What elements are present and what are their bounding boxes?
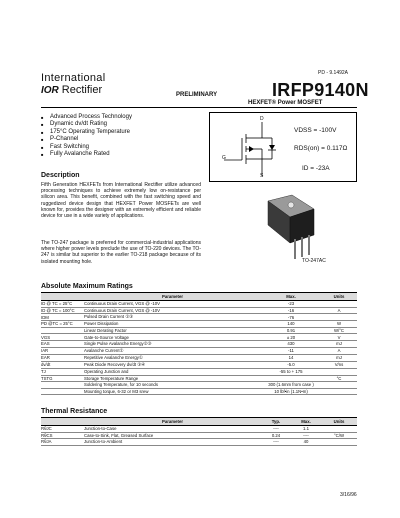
table-row xyxy=(41,321,357,328)
table-cell xyxy=(261,375,321,382)
table-cell: TSTG xyxy=(41,375,84,382)
table-cell: RθCS xyxy=(41,432,84,439)
table-cell: VGS xyxy=(41,334,84,341)
logo-rectifier-text: Rectifier xyxy=(61,84,103,96)
column-header: Parameter xyxy=(84,418,261,426)
ior-logo-mark: IOR xyxy=(41,84,59,96)
thermal-table xyxy=(41,417,357,446)
table-cell: ---- xyxy=(261,439,291,446)
table-cell: ± 20 xyxy=(261,334,321,341)
pin-d-label: D xyxy=(260,116,264,122)
table-cell: Operating Junction and xyxy=(84,368,261,375)
table-cell: 0.91 xyxy=(261,327,321,334)
table-row xyxy=(41,307,357,314)
table-cell xyxy=(321,314,357,321)
table-cell: IDM xyxy=(41,314,84,321)
header-divider xyxy=(41,107,357,108)
pin-s-label: S xyxy=(260,173,264,179)
table-cell: Power Dissipation xyxy=(84,321,261,328)
table-cell: Linear Derating Factor xyxy=(84,327,261,334)
table-cell: RθJC xyxy=(41,426,84,433)
ratings-heading: Absolute Maximum Ratings xyxy=(41,283,133,290)
table-cell: dv/dt xyxy=(41,361,84,368)
table-cell xyxy=(321,426,357,433)
table-cell: EAR xyxy=(41,354,84,361)
table-cell: Avalanche Current① xyxy=(84,347,261,354)
table-cell: W/°C xyxy=(321,327,357,334)
table-cell: Peak Diode Recovery dv/dt ③④ xyxy=(84,361,261,368)
table-cell xyxy=(41,382,84,389)
table-row xyxy=(41,340,357,347)
table-row xyxy=(41,382,357,389)
description-paragraph: Fifth Generation HEXFETs from International Rectifier utilize advanced processing techniques to achieve extremely low on-resistance per silicon area. This benefit, combined with the fast switching speed and ruggedized device design that HEXFET Power MOSFETs are well known for, provides the designer with an extremely efficient and reliable device for use in a wide variety of applications. xyxy=(41,182,201,220)
thermal-table-body xyxy=(41,426,357,446)
table-cell: A xyxy=(321,307,357,314)
table-cell: 10 lbf•in (1.1N•m) xyxy=(261,388,321,395)
feature-item: ■ Fast Switching xyxy=(41,144,132,151)
table-row xyxy=(41,368,357,375)
column-header: Parameter xyxy=(84,293,261,301)
table-cell: 300 (1.6mm from case ) xyxy=(261,382,321,389)
column-header xyxy=(41,418,84,426)
table-cell: °C xyxy=(321,375,357,382)
table-cell: Junction-to-Ambient xyxy=(84,439,261,446)
id-spec: ID = -23A xyxy=(302,165,330,172)
table-cell: 1.1 xyxy=(291,426,321,433)
table-cell: 0.24 xyxy=(261,432,291,439)
logo-international: International xyxy=(41,72,106,84)
logo-rectifier xyxy=(41,84,102,96)
table-cell: Gate-to-Source Voltage xyxy=(84,334,261,341)
description-paragraph: The TO-247 package is preferred for commercial-industrial applications where higher power levels preclude the use of TO-220 devices. The TO-247 is similar but superior to the earlier TO-218 package because of its isolated mounting hole. xyxy=(41,240,201,265)
table-cell: Case-to-Sink, Flat, Greased Surface xyxy=(84,432,261,439)
table-cell: W xyxy=(321,321,357,328)
table-cell: Junction-to-Case xyxy=(84,426,261,433)
feature-item: ■ Dynamic dv/dt Rating xyxy=(41,121,132,128)
table-cell: -23 xyxy=(261,301,321,308)
table-cell: °C/W xyxy=(321,432,357,439)
table-cell: A xyxy=(321,347,357,354)
p-channel-mosfet-symbol-icon xyxy=(218,114,288,182)
column-header: Typ. xyxy=(261,418,291,426)
table-row xyxy=(41,301,357,308)
table-cell xyxy=(41,327,84,334)
table-row xyxy=(41,426,357,433)
product-subtitle: HEXFET® Power MOSFET xyxy=(248,100,323,106)
table-header-row xyxy=(41,418,357,426)
table-cell: Mounting torque, 6-32 or M3 srew xyxy=(84,388,261,395)
table-cell: mJ xyxy=(321,340,357,347)
table-cell: V xyxy=(321,334,357,341)
footer-date: 3/16/96 xyxy=(340,492,357,498)
table-cell: Single Pulse Avalanche Energy②③ xyxy=(84,340,261,347)
column-header: Max. xyxy=(261,293,321,301)
package-label: TO-247AC xyxy=(302,258,326,264)
table-cell: RθJA xyxy=(41,439,84,446)
table-row xyxy=(41,327,357,334)
table-cell: ---- xyxy=(261,426,291,433)
preliminary-label: PRELIMINARY xyxy=(176,92,218,98)
rds-on-spec: RDS(on) = 0.117Ω xyxy=(294,145,348,152)
thermal-heading: Thermal Resistance xyxy=(41,408,108,415)
table-cell xyxy=(321,388,357,395)
ratings-table xyxy=(41,292,357,395)
table-cell xyxy=(321,439,357,446)
column-header xyxy=(41,293,84,301)
table-header-row xyxy=(41,293,357,301)
description-heading: Description xyxy=(41,172,80,179)
pin-g-label: G xyxy=(222,155,226,161)
feature-item: ■ Advanced Process Technology xyxy=(41,114,132,121)
to247-package-image xyxy=(254,193,354,266)
table-row xyxy=(41,439,357,446)
table-cell: mJ xyxy=(321,354,357,361)
table-cell xyxy=(321,301,357,308)
table-row xyxy=(41,361,357,368)
table-cell: Pulsed Drain Current ①③ xyxy=(84,314,261,321)
table-cell xyxy=(41,388,84,395)
table-cell: 14 xyxy=(261,354,321,361)
column-header: Units xyxy=(321,418,357,426)
table-cell: -11 xyxy=(261,347,321,354)
table-cell: Storage Temperature Range xyxy=(84,375,261,382)
table-cell: -5.0 xyxy=(261,361,321,368)
part-number: IRFP9140N xyxy=(272,80,369,100)
table-cell: TJ xyxy=(41,368,84,375)
table-cell: PD @TC = 25°C xyxy=(41,321,84,328)
table-row xyxy=(41,354,357,361)
table-cell: ID @ TC = 100°C xyxy=(41,307,84,314)
table-row xyxy=(41,375,357,382)
table-cell: IAR xyxy=(41,347,84,354)
table-cell: -76 xyxy=(261,314,321,321)
feature-item: ■ Fully Avalanche Rated xyxy=(41,151,132,158)
table-row xyxy=(41,334,357,341)
table-cell: Repetitive Avalanche Energy① xyxy=(84,354,261,361)
table-cell: 430 xyxy=(261,340,321,347)
table-cell: 140 xyxy=(261,321,321,328)
ratings-table-body xyxy=(41,301,357,395)
mosfet-symbol-box xyxy=(209,112,357,182)
table-cell: Soldering Temperature, for 10 seconds xyxy=(84,382,261,389)
column-header: Units xyxy=(321,293,357,301)
table-cell: Continuous Drain Current, VGS @ -10V xyxy=(84,301,261,308)
vdss-spec: VDSS = -100V xyxy=(294,127,337,134)
table-cell: ID @ TC = 25°C xyxy=(41,301,84,308)
feature-item: ■ P-Channel xyxy=(41,136,132,143)
table-row xyxy=(41,314,357,321)
table-cell: EAS xyxy=(41,340,84,347)
table-cell: ---- xyxy=(291,432,321,439)
table-cell: -55 to + 175 xyxy=(261,368,321,375)
table-row xyxy=(41,388,357,395)
pd-number: PD - 9.1492A xyxy=(318,70,349,76)
table-cell: -16 xyxy=(261,307,321,314)
feature-list xyxy=(41,114,132,158)
table-row xyxy=(41,347,357,354)
table-cell: V/ns xyxy=(321,361,357,368)
table-cell: Continuous Drain Current, VGS @ -10V xyxy=(84,307,261,314)
table-cell xyxy=(321,382,357,389)
table-cell xyxy=(321,368,357,375)
column-header: Max. xyxy=(291,418,321,426)
table-cell: 40 xyxy=(291,439,321,446)
feature-item: ■ 175°C Operating Temperature xyxy=(41,129,132,136)
table-row xyxy=(41,432,357,439)
